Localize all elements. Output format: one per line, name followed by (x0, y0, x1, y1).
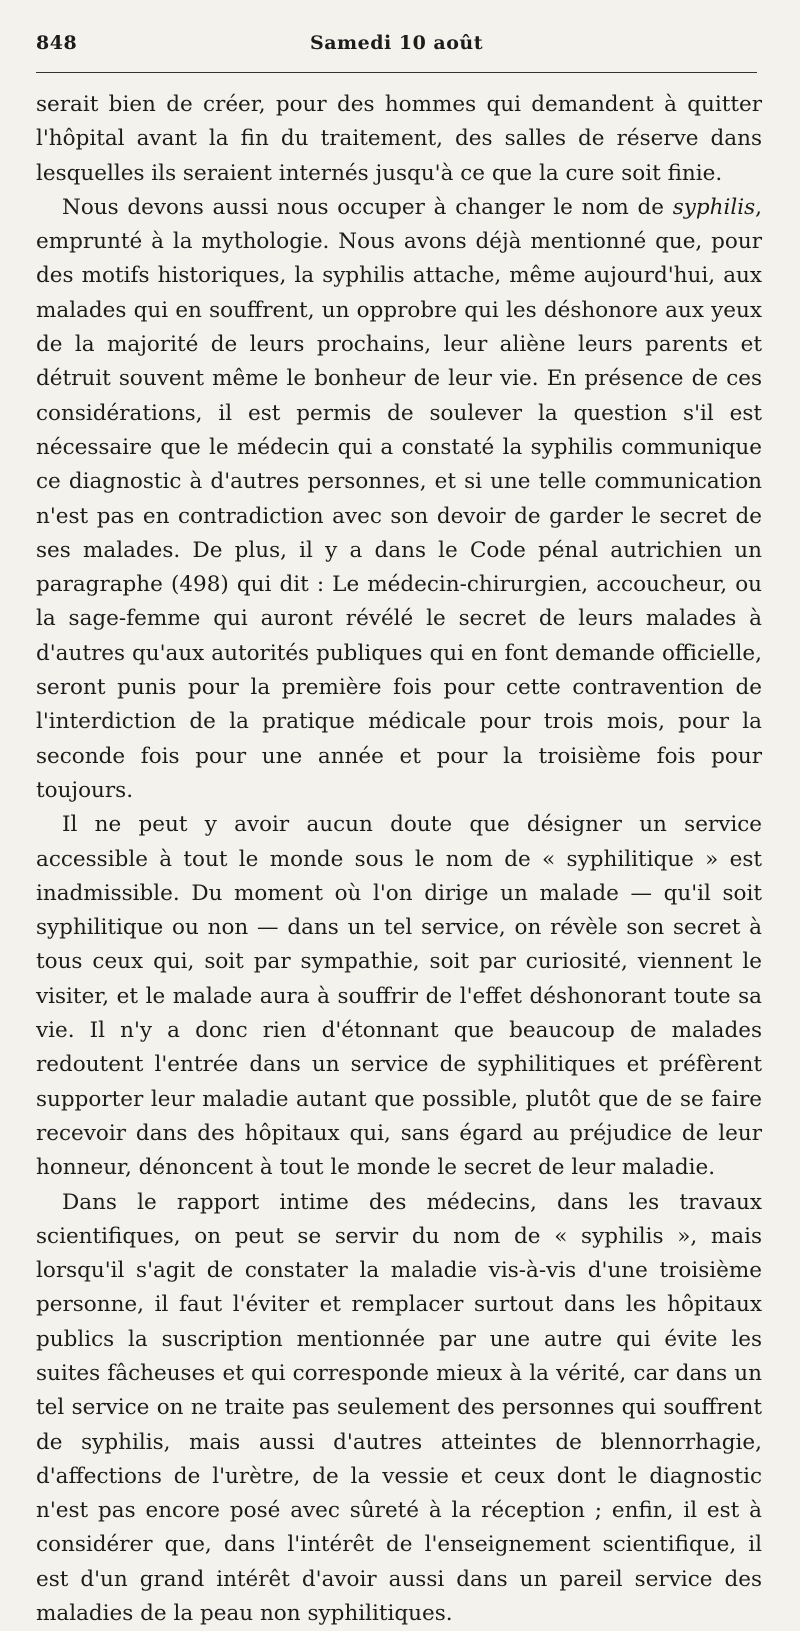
header-rule (36, 72, 757, 73)
paragraph (36, 808, 762, 1185)
paragraph (36, 88, 762, 191)
paragraph-text: Dans le rapport intime des médecins, dans les travaux scientifiques, on peut se servir du nom de « syphilis », mais lorsqu'il s'agit de constater la maladie vis-à-vis d'une troisième personne, il faut l'éviter et remplacer surtout dans les hôpitaux publics la suscription mentionnée par une autre qui évite les suites fâcheuses et qui corresponde mieux à la vérité, car dans un tel service on ne traite pas seulement des personnes qui souffrent de syphilis, mais aussi d'autres atteintes de blennorrhagie, d'affections de l'urètre, de la vessie et ceux dont le diagnostic n'est pas encore posé avec sûreté à la réception ; enfin, il est à considérer que, dans l'intérêt de l'enseignement scientifique, il est d'un grand intérêt d'avoir aussi dans un pareil service des maladies de la peau non syphilitiques. (36, 1190, 762, 1627)
page-header (36, 30, 757, 62)
page-number: 848 (36, 32, 77, 54)
paragraph (36, 1186, 762, 1631)
paragraph (36, 191, 762, 808)
body-text (36, 88, 762, 1631)
paragraph-text: serait bien de créer, pour des hommes qui demandent à quitter l'hôpital avant la fin du traitement, des salles de réserve dans lesquelles ils seraient internés jusqu'à ce que la cure soit finie. (36, 92, 762, 186)
running-title: Samedi 10 août (36, 32, 757, 54)
paragraph-text: Il ne peut y avoir aucun doute que désigner un service accessible à tout le monde sous le nom de « syphilitique » est inadmissible. Du moment où l'on dirige un malade — qu'il soit syphilitique ou non — dans un tel service, on révèle son secret à tous ceux qui, soit par sympathie, soit par curiosité, viennent le visiter, et le malade aura à souffrir de l'effet déshonorant toute sa vie. Il n'y a donc rien d'étonnant que beaucoup de malades redoutent l'entrée dans un service de syphilitiques et préfèrent supporter leur maladie autant que possible, plutôt que de se faire recevoir dans des hôpitaux qui, sans égard au préjudice de leur honneur, dénoncent à tout le monde le secret de leur maladie. (36, 812, 762, 1180)
paragraph-text: Nous devons aussi nous occuper à changer le nom de syphilis, emprunté à la mythologie. Nous avons déjà mentionné que, pour des motifs historiques, la syphilis attache, même aujourd'hui, aux malades qui en souffrent, un opprobre qui les déshonore aux yeux de la majorité de leurs prochains, leur aliène leurs parents et détruit souvent même le bonheur de leur vie. En présence de ces considérations, il est permis de soulever la question s'il est nécessaire que le médecin qui a constaté la syphilis communique ce diagnostic à d'autres personnes, et si une telle communication n'est pas en contradiction avec son devoir de garder le secret de ses malades. De plus, il y a dans le Code pénal autrichien un paragraphe (498) qui dit : Le médecin-chirurgien, accoucheur, ou la sage-femme qui auront révélé le secret de leurs malades à d'autres qu'aux autorités publiques qui en font demande officielle, seront punis pour la première fois pour cette contravention de l'interdiction de la pratique médicale pour trois mois, pour la seconde fois pour une année et pour la troisième fois pour toujours. (36, 195, 762, 803)
